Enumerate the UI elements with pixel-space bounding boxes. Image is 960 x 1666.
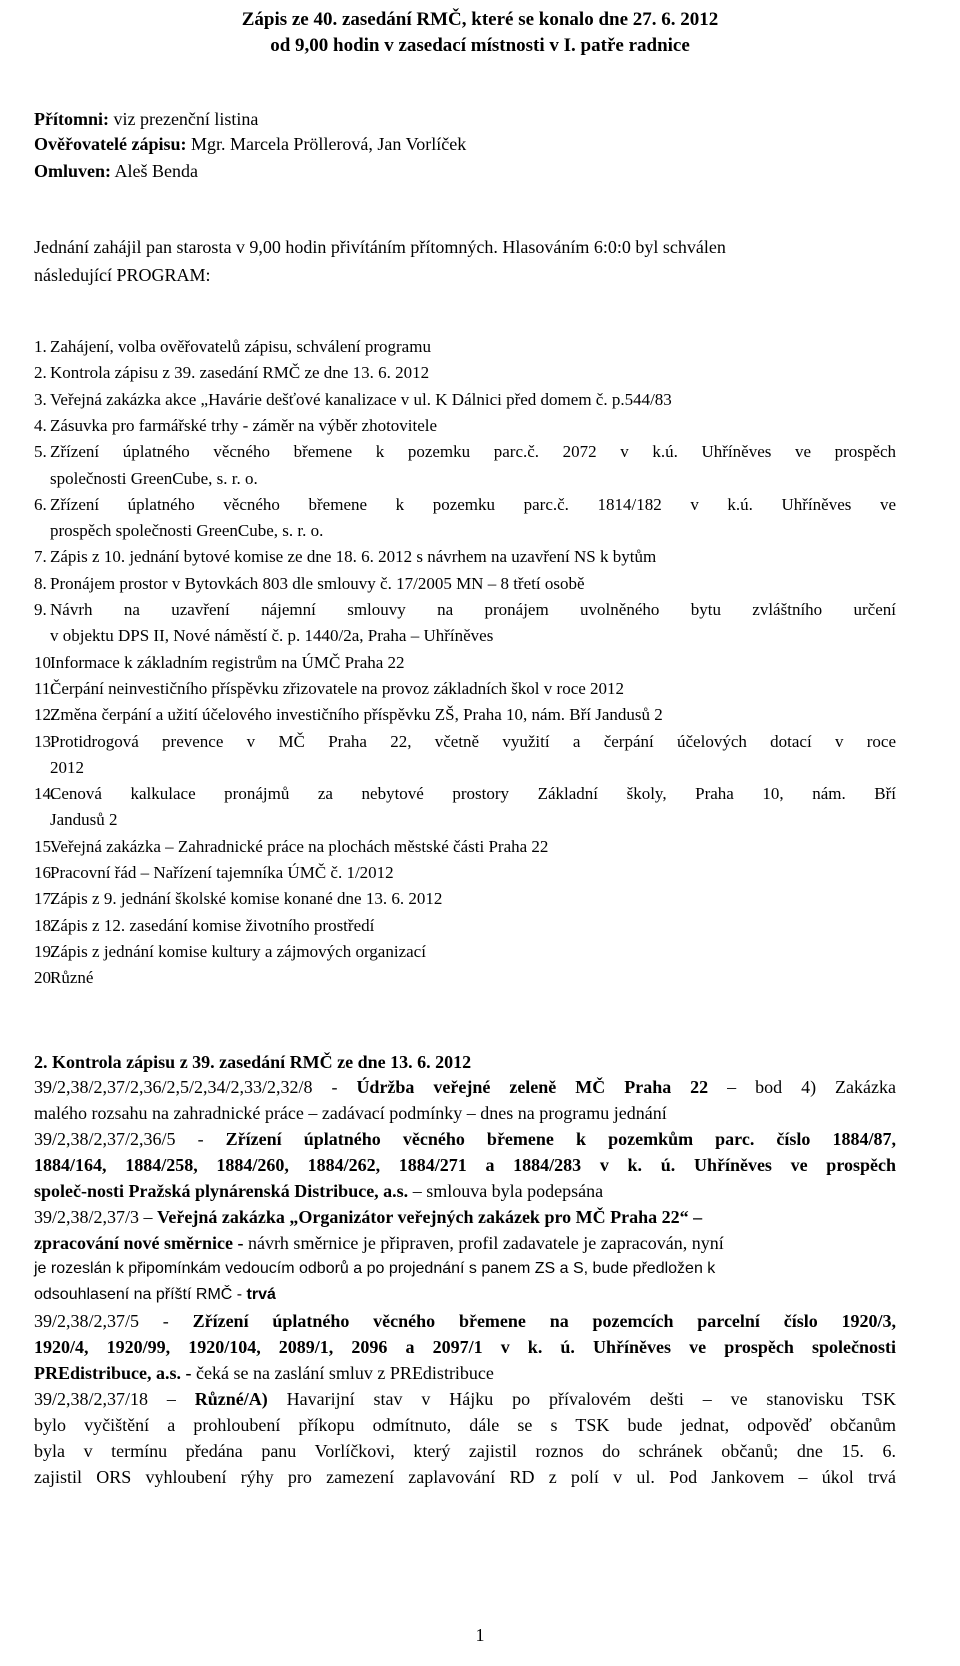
section2-p4-line1 (34, 1310, 896, 1332)
p2-bold: Zřízení úplatného věcného břemene k pozemkům parc. číslo 1884/87, (225, 1129, 896, 1149)
program-item-number: 14. (34, 784, 56, 804)
program-item-text: Zápis z jednání komise kultury a zájmových organizací (50, 941, 426, 961)
program-item-text: Návrh na uzavření nájemní smlouvy na pronájem uvolněného bytu zvláštního určení (50, 600, 896, 619)
section2-p1-line1 (34, 1076, 896, 1098)
attendance-verifiers (34, 133, 466, 155)
attendance-excused (34, 160, 198, 182)
program-item-text: Kontrola zápisu z 39. zasedání RMČ ze dne 13. 6. 2012 (50, 363, 430, 383)
program-item-text: společnosti GreenCube, s. r. o. (50, 468, 258, 488)
document-title-line1: Zápis ze 40. zasedání RMČ, které se konalo dne 27. 6. 2012 (241, 9, 719, 30)
program-item-text: Veřejná zakázka akce „Havárie dešťové kanalizace v ul. K Dálnici před domem č. p.544/83 (50, 389, 672, 409)
program-item-text: Zásuvka pro farmářské trhy - záměr na výběr zhotovitele (50, 415, 438, 435)
program-item-number: 13. (34, 731, 56, 751)
p4-line2-text: 1920/4, 1920/99, 1920/104, 2089/1, 2096 a 2097/1 v k. ú. Uhříněves ve prospěch společnosti (34, 1337, 896, 1357)
p3-line4-text: odsouhlasení na příští RMČ - (34, 1286, 247, 1303)
excused-value: Aleš Benda (111, 161, 199, 181)
p3-line2-rest: návrh směrnice je připraven, profil zadavatele je zapracován, nyní (243, 1233, 724, 1253)
program-item-text: Protidrogová prevence v MČ Praha 22, včetně využití a čerpání účelových dotací v roce (50, 731, 896, 751)
program-item-text: Čerpání neinvestičního příspěvku zřizovatele na provoz základních škol v roce 2012 (50, 678, 625, 698)
p1-code: 39/2,38/2,37/2,36/2,5/2,34/2,33/2,32/8 - (34, 1077, 357, 1097)
p3-bold: Veřejná zakázka „Organizátor veřejných zakázek pro MČ Praha 22“ – (157, 1207, 703, 1227)
program-item-number: 2. (34, 363, 47, 383)
section2-p4-line2 (34, 1336, 896, 1358)
program-item-number: 5. (34, 442, 47, 462)
p5-line4-text: zajistil ORS vyhloubení rýhy pro zamezení zaplavování RD z polí v ul. Pod Jankovem – úkol trvá (34, 1467, 896, 1487)
section2-heading: 2. Kontrola zápisu z 39. zasedání RMČ ze dne 13. 6. 2012 (34, 1052, 472, 1072)
section2-p2-line1 (34, 1128, 896, 1150)
p3-line4-bold: trvá (246, 1286, 276, 1303)
intro-line1: Jednání zahájil pan starosta v 9,00 hodin přivítáním přítomných. Hlasováním 6:0:0 byl schválen (34, 237, 726, 257)
program-item-text: Zápis z 9. jednání školské komise konané dne 13. 6. 2012 (50, 889, 443, 909)
p1-bold: Údržba veřejné zeleně MČ Praha 22 (356, 1077, 709, 1097)
program-item-number: 8. (34, 573, 47, 593)
program-item-number: 3. (34, 389, 47, 409)
program-item-text: Zahájení, volba ověřovatelů zápisu, schválení programu (50, 337, 431, 356)
document-title-line2: od 9,00 hodin v zasedací místnosti v I. patře radnice (270, 35, 690, 56)
program-item-number: 1. (34, 337, 47, 356)
program-item-text: Zápis z 10. jednání bytové komise ze dne 18. 6. 2012 s návrhem na uzavření NS k bytům (50, 547, 657, 567)
p5-line2-text: bylo vyčištění a prohloubení příkopu odmítnuto, dále se s TSK bude jednat, odpověď občanům (34, 1415, 896, 1435)
p5-code: 39/2,38/2,37/18 – (34, 1389, 195, 1409)
p5-rest: Havarijní stav v Hájku po přívalovém dešti – ve stanovisku TSK (267, 1389, 896, 1409)
program-item-number: 9. (34, 600, 47, 619)
program-item-number: 6. (34, 494, 47, 514)
program-item-number: 10. (34, 652, 56, 672)
program-item-text: Cenová kalkulace pronájmů za nebytové prostory Základní školy, Praha 10, nám. Bří (50, 784, 896, 804)
program-item-text: Různé (50, 968, 94, 988)
section2-p5-line2 (34, 1414, 896, 1436)
section2-p2-line3 (34, 1180, 603, 1202)
program-item-text: Zápis z 12. zasedání komise životního prostředí (50, 915, 375, 935)
p4-line3-rest: čeká se na zaslání smluv z PREdistribuce (191, 1363, 494, 1383)
p1-rest: – bod 4) Zakázka (708, 1077, 896, 1097)
program-item-text: Změna čerpání a užití účelového investičního příspěvku ZŠ, Praha 10, nám. Bří Jandusů 2 (50, 705, 663, 725)
section2-p2-line2 (34, 1154, 896, 1176)
p4-line3-bold: PREdistribuce, a.s. - (34, 1363, 192, 1383)
section2-p5-line1 (34, 1388, 896, 1410)
verifiers-label: Ověřovatelé zápisu: (34, 134, 187, 154)
attendance-present (34, 108, 258, 130)
program-item-number: 15. (34, 836, 56, 856)
p2-line3-rest: – smlouva byla podepsána (408, 1181, 604, 1201)
section2-p1-line2: malého rozsahu na zahradnické práce – zadávací podmínky – dnes na programu jednání (34, 1103, 667, 1123)
program-item-number: 20. (34, 968, 56, 988)
program-item-number: 11. (34, 678, 55, 698)
p4-code: 39/2,38/2,37/5 - (34, 1311, 193, 1331)
program-item-number: 12. (34, 705, 56, 725)
p3-line2-bold: zpracování nové směrnice - (34, 1233, 244, 1253)
program-item-text: Pracovní řád – Nařízení tajemníka ÚMČ č. 1/2012 (50, 863, 394, 882)
program-item-number: 7. (34, 547, 47, 567)
program-item-number: 16. (34, 863, 56, 882)
page-number: 1 (475, 1625, 485, 1645)
present-label: Přítomni: (34, 109, 109, 129)
p5-bold: Různé/A) (194, 1389, 268, 1409)
program-item-text: prospěch společnosti GreenCube, s. r. o. (50, 521, 324, 541)
p4-bold: Zřízení úplatného věcného břemene na pozemcích parcelní číslo 1920/3, (192, 1311, 897, 1331)
program-item-text: Pronájem prostor v Bytovkách 803 dle smlouvy č. 17/2005 MN – 8 třetí osobě (50, 573, 585, 593)
program-item-text: Zřízení úplatného věcného břemene k pozemku parc.č. 2072 v k.ú. Uhříněves ve prospěch (50, 442, 896, 462)
p2-line2-text: 1884/164, 1884/258, 1884/260, 1884/262, 1884/271 a 1884/283 v k. ú. Uhříněves ve prospěch (34, 1155, 896, 1175)
p2-line3-bold: společ-nosti Pražská plynárenská Distribuce, a.s. (34, 1181, 409, 1201)
section2-p3-line2 (34, 1232, 724, 1254)
program-item-text: 2012 (50, 757, 84, 777)
section2-p3-line1 (34, 1206, 702, 1228)
section2-p3-line3: je rozeslán k připomínkám vedoucím odborů a po projednání s panem ZS a S, bude předložen k (34, 1260, 716, 1277)
program-item-text: Informace k základním registrům na ÚMČ Praha 22 (50, 652, 405, 672)
p3-code: 39/2,38/2,37/3 – (34, 1207, 158, 1227)
program-item-text: Jandusů 2 (50, 810, 118, 830)
section2-p3-line4 (34, 1284, 276, 1306)
program-item-number: 17. (34, 889, 56, 909)
program-item-number: 19. (34, 941, 56, 961)
program-item-text: Zřízení úplatného věcného břemene k pozemku parc.č. 1814/182 v k.ú. Uhříněves ve (50, 494, 896, 514)
p5-line3-text: byla v termínu předána panu Vorlíčkovi, který zajistil roznos do schránek občanů; dne 15. 6. (34, 1441, 896, 1461)
program-item-number: 4. (34, 415, 47, 435)
program-item-number: 18. (34, 915, 56, 935)
p2-code: 39/2,38/2,37/2,36/5 - (34, 1129, 226, 1149)
program-item-text: v objektu DPS II, Nové náměstí č. p. 1440/2a, Praha – Uhříněves (50, 626, 494, 646)
present-value: viz prezenční listina (108, 109, 259, 129)
section2-p5-line3 (34, 1440, 896, 1462)
section2-p4-line3 (34, 1362, 494, 1384)
program-item-text: Veřejná zakázka – Zahradnické práce na plochách městské části Praha 22 (50, 836, 549, 856)
verifiers-value: Mgr. Marcela Pröllerová, Jan Vorlíček (186, 134, 467, 154)
excused-label: Omluven: (34, 161, 112, 181)
section2-p5-line4 (34, 1466, 896, 1488)
intro-line2: následující PROGRAM: (34, 265, 211, 285)
